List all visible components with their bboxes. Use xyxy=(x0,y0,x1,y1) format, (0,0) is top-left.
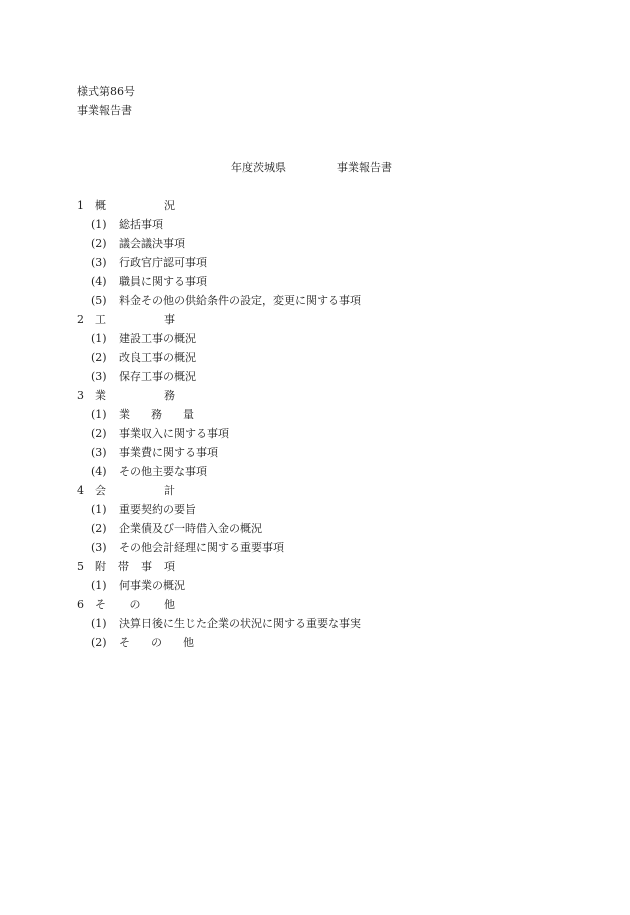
item-text: 改良工事の概況 xyxy=(119,351,196,364)
section-title-char: 帯 xyxy=(118,560,129,573)
item-number: (1) xyxy=(91,579,107,592)
item-number: (3) xyxy=(91,256,107,269)
section-title-char: 附 xyxy=(95,560,106,573)
item-number: (2) xyxy=(91,636,107,649)
item-text: 重要契約の要旨 xyxy=(119,503,196,516)
section-title-char: 況 xyxy=(164,199,175,212)
item-number: (3) xyxy=(91,370,107,383)
item-number: (1) xyxy=(91,617,107,630)
item-number: (3) xyxy=(91,541,107,554)
section-title-char: 概 xyxy=(95,199,106,212)
item-number: (2) xyxy=(91,522,107,535)
item-text-char: 務 xyxy=(151,408,162,421)
section-number: 5 xyxy=(77,560,84,573)
item-number: (4) xyxy=(91,465,107,478)
section-title-char: 項 xyxy=(164,560,175,573)
section-title-char: そ xyxy=(95,598,106,611)
item-text: 総括事項 xyxy=(119,218,163,231)
item-text: その他主要な事項 xyxy=(119,465,207,478)
item-number: (5) xyxy=(91,294,107,307)
form-number: 様式第86号 xyxy=(77,85,135,98)
section-title-char: 会 xyxy=(95,484,106,497)
item-number: (1) xyxy=(91,332,107,345)
report-title-name: 事業報告書 xyxy=(337,161,392,174)
item-text-char: 量 xyxy=(183,408,194,421)
form-name: 事業報告書 xyxy=(77,104,132,117)
item-number: (3) xyxy=(91,446,107,459)
section-number: 6 xyxy=(77,598,84,611)
item-text: 保存工事の概況 xyxy=(119,370,196,383)
item-text: 職員に関する事項 xyxy=(119,275,207,288)
section-heading xyxy=(77,560,84,574)
section-heading xyxy=(77,389,84,403)
section-heading xyxy=(77,199,84,213)
item-text-char: 業 xyxy=(119,408,130,421)
item-number: (2) xyxy=(91,351,107,364)
item-text xyxy=(119,408,194,422)
section-title-char: 事 xyxy=(141,560,152,573)
item-text: 料金その他の供給条件の設定，変更に関する事項 xyxy=(119,294,361,307)
section-heading xyxy=(77,484,84,498)
section-title xyxy=(95,199,175,213)
item-text: 建設工事の概況 xyxy=(119,332,196,345)
section-title-char: 事 xyxy=(164,313,175,326)
section-title-char: 務 xyxy=(164,389,175,402)
item-number: (2) xyxy=(91,427,107,440)
item-text: 事業費に関する事項 xyxy=(119,446,218,459)
section-number: 4 xyxy=(77,484,84,497)
item-text: 行政官庁認可事項 xyxy=(119,256,207,269)
section-title-char: の xyxy=(129,598,141,611)
item-text: 何事業の概況 xyxy=(119,579,185,592)
section-title xyxy=(95,598,175,612)
item-text: 議会議決事項 xyxy=(119,237,185,250)
item-text: その他会計経理に関する重要事項 xyxy=(119,541,284,554)
section-title-char: 計 xyxy=(164,484,175,497)
item-text: 事業収入に関する事項 xyxy=(119,427,229,440)
section-heading xyxy=(77,598,84,612)
section-title xyxy=(95,389,175,403)
item-number: (2) xyxy=(91,237,107,250)
section-title-char: 工 xyxy=(95,313,106,326)
section-title xyxy=(95,313,175,327)
item-text xyxy=(119,636,194,650)
section-title-char: 他 xyxy=(164,598,175,611)
section-number: 3 xyxy=(77,389,84,402)
report-title-prefix: 年度茨城県 xyxy=(231,161,286,174)
item-text-char: の xyxy=(151,636,162,649)
item-text-char: そ xyxy=(119,636,130,649)
section-title xyxy=(95,484,175,498)
section-heading xyxy=(77,313,84,327)
section-number: 2 xyxy=(77,313,84,326)
item-text-char: 他 xyxy=(183,636,194,649)
section-number: 1 xyxy=(77,199,84,212)
item-number: (4) xyxy=(91,275,107,288)
item-text: 企業債及び一時借入金の概況 xyxy=(119,522,262,535)
section-title xyxy=(95,560,175,574)
item-text: 決算日後に生じた企業の状況に関する重要な事実 xyxy=(119,617,361,630)
item-number: (1) xyxy=(91,503,107,516)
section-title-char: 業 xyxy=(95,389,106,402)
item-number: (1) xyxy=(91,408,107,421)
item-number: (1) xyxy=(91,218,107,231)
